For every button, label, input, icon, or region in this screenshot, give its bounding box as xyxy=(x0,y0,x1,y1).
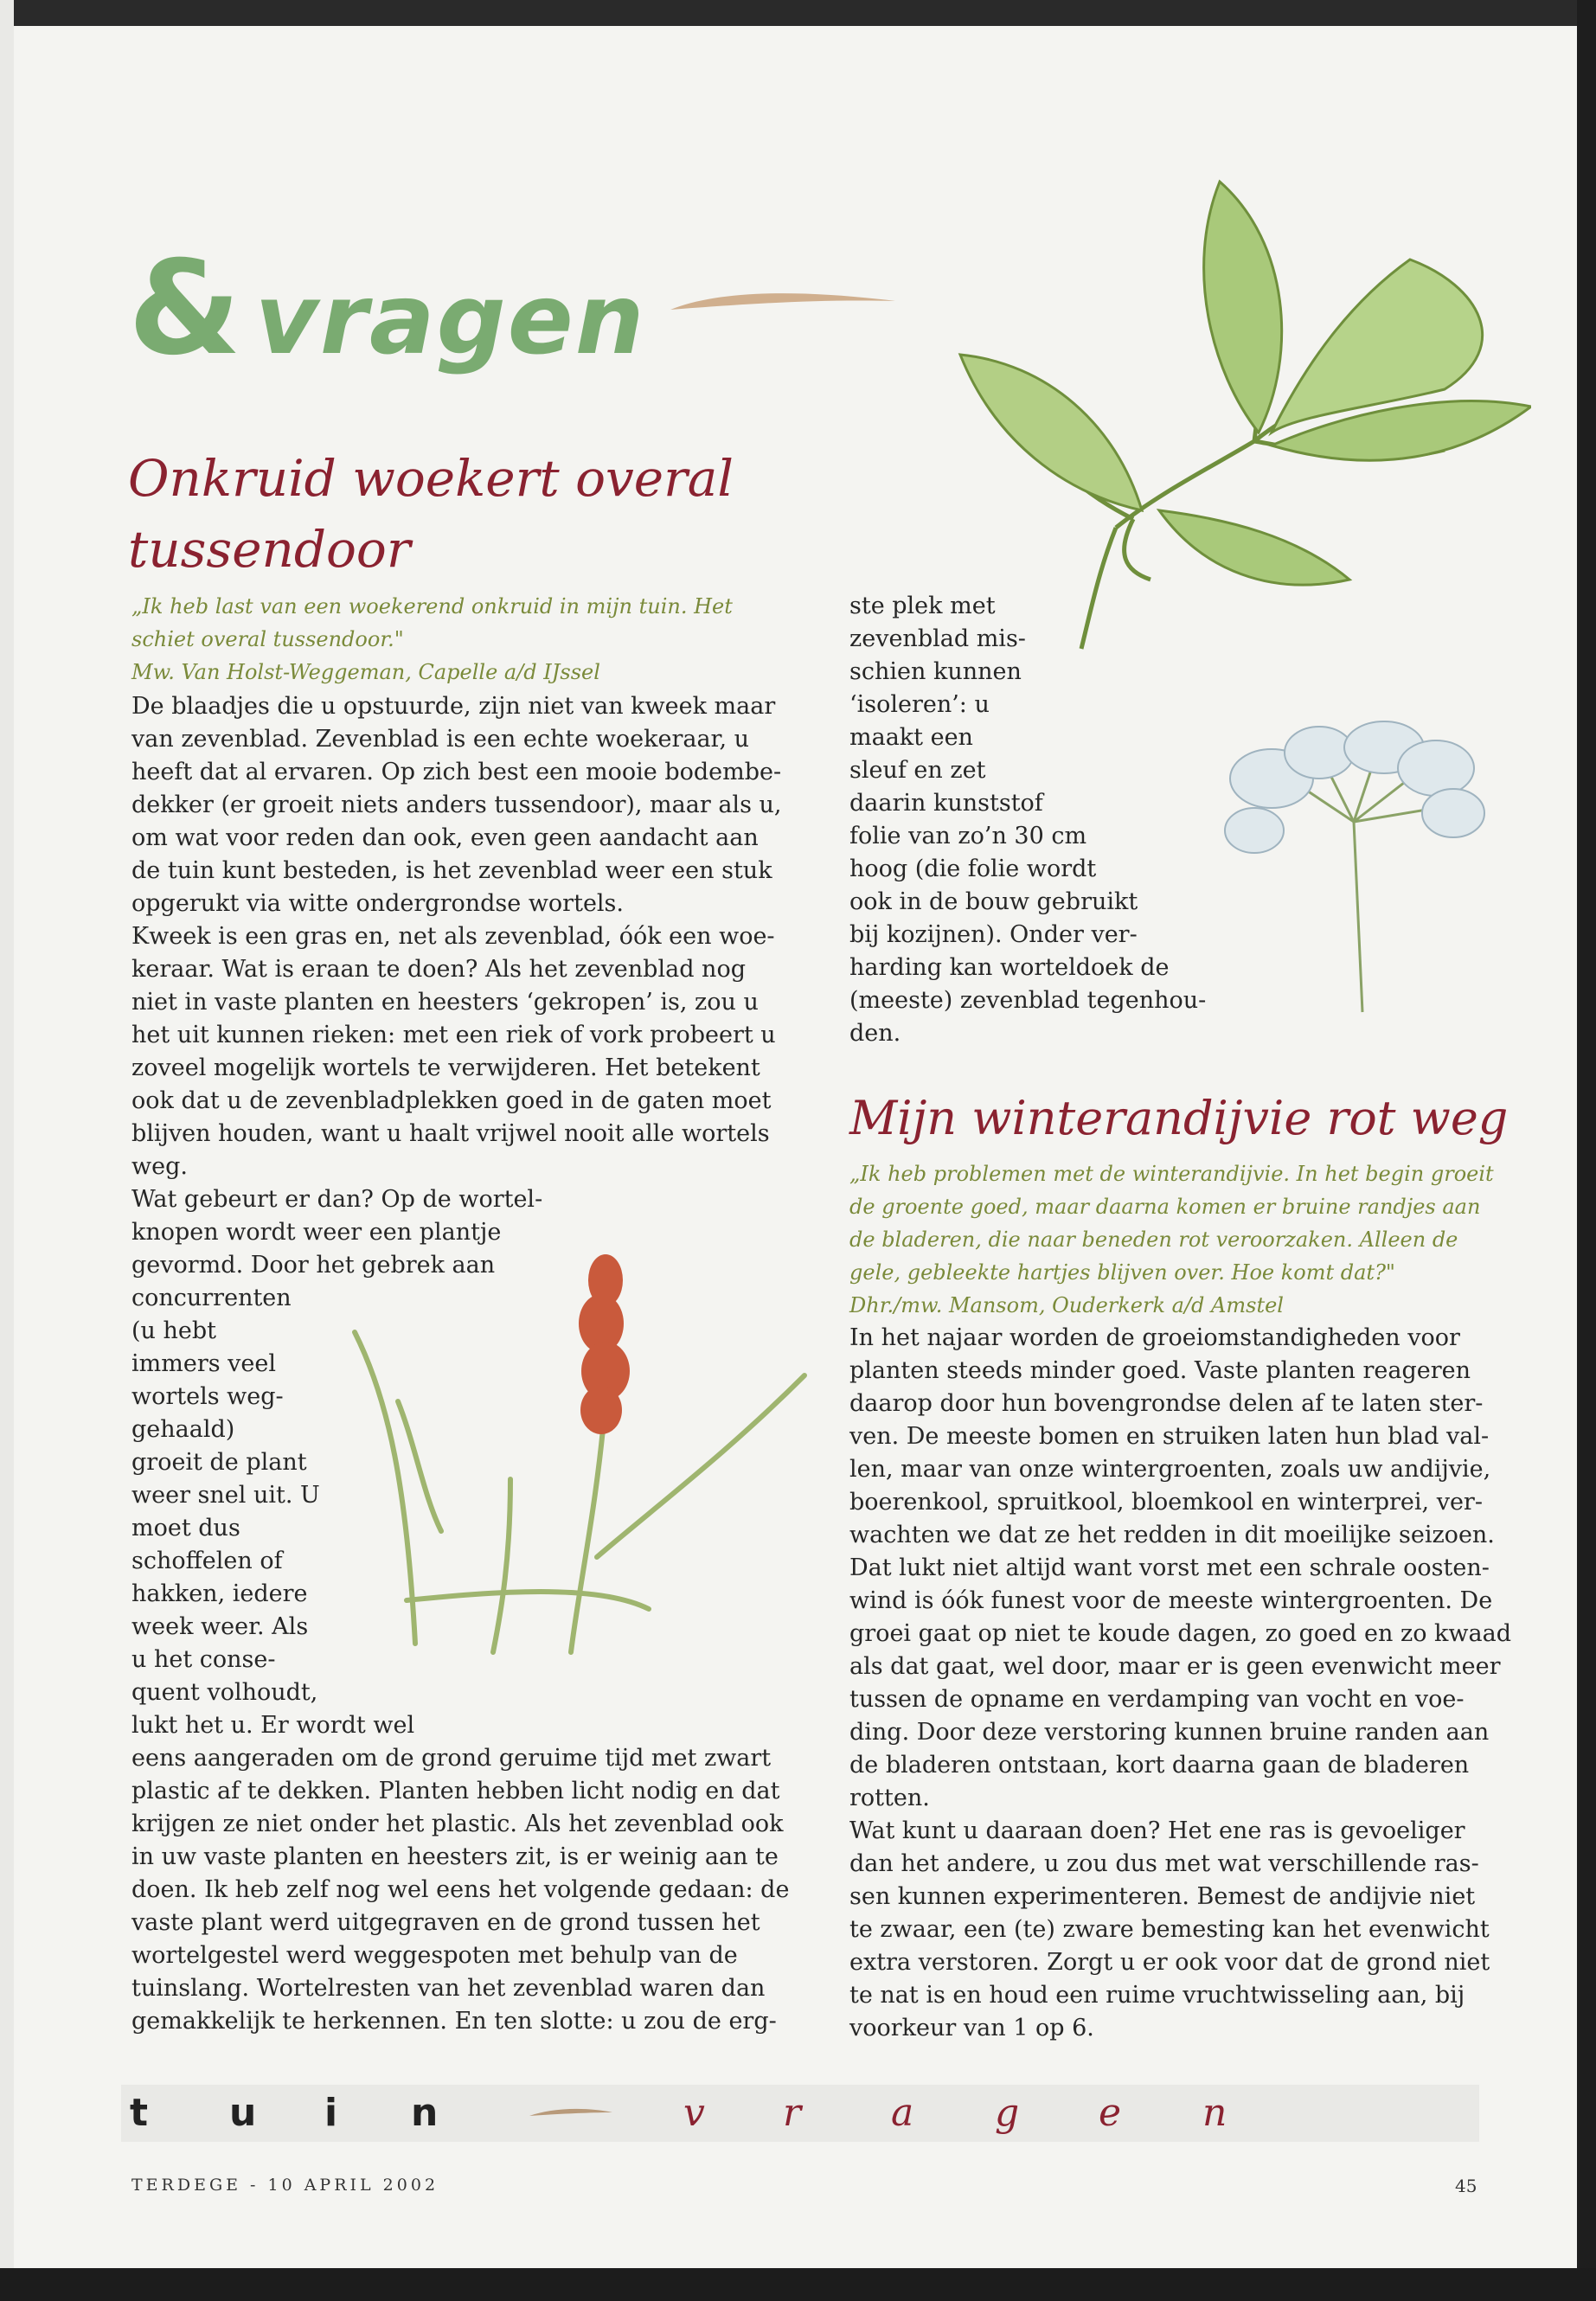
body-line: wortels weg- xyxy=(131,1383,284,1410)
footer-band-letter: n xyxy=(411,2091,439,2135)
body-line: Wat gebeurt er dan? Op de wortel- xyxy=(131,1186,543,1213)
body-line: de bladeren ontstaan, kort daarna gaan de bladeren xyxy=(849,1752,1470,1779)
article2-heading: Mijn winterandijvie rot weg xyxy=(849,1091,1509,1145)
body-line: vaste plant werd uitgegraven en de grond tussen het xyxy=(131,1909,760,1936)
article1-heading xyxy=(128,443,734,585)
page-title xyxy=(128,234,646,384)
body-line: knopen wordt weer een plantje xyxy=(131,1219,502,1246)
footer-band-letter: e xyxy=(1099,2091,1122,2135)
body-line: harding kan worteldoek de xyxy=(849,954,1170,981)
article1-heading-line2: tussendoor xyxy=(128,520,411,579)
body-line: eens aangeraden om de grond geruime tijd met zwart xyxy=(131,1745,772,1772)
body-line: De blaadjes die u opstuurde, zijn niet van kweek maar xyxy=(131,693,776,720)
body-line: wortelgestel werd weggespoten met behulp van de xyxy=(131,1942,738,1969)
question-line: gele, gebleekte hartjes blijven over. Hoe komt dat?" xyxy=(849,1260,1395,1285)
body-line: ven. De meeste bomen en struiken laten hun blad val- xyxy=(849,1423,1490,1450)
body-line: om wat voor reden dan ook, even geen aandacht aan xyxy=(131,824,759,851)
brush-stroke-decoration xyxy=(666,285,900,320)
body-line: (u hebt xyxy=(131,1317,217,1344)
article1-heading-line1: Onkruid woekert overal xyxy=(128,449,734,508)
body-line: Kweek is een gras en, net als zevenblad, óók een woe- xyxy=(131,923,775,950)
title-word: vragen xyxy=(254,264,646,376)
body-line: keraar. Wat is eraan te doen? Als het zevenblad nog xyxy=(131,956,746,983)
body-line: zoveel mogelijk wortels te verwijderen. Het betekent xyxy=(131,1054,760,1081)
body-line: lukt het u. Er wordt wel xyxy=(131,1712,415,1739)
article1-question xyxy=(131,590,733,689)
body-line: weg. xyxy=(131,1153,188,1180)
article1-question-line: „Ik heb last van een woekerend onkruid in mijn tuin. Het xyxy=(131,594,733,619)
body-line: groei gaat op niet te koude dagen, zo goed en zo kwaad xyxy=(849,1620,1511,1647)
body-line: ‘isoleren’: u xyxy=(849,691,990,718)
body-line: zevenblad mis- xyxy=(849,625,1026,652)
body-line: van zevenblad. Zevenblad is een echte woekeraar, u xyxy=(131,726,750,753)
body-line: blijven houden, want u haalt vrijwel nooit alle wortels xyxy=(131,1120,770,1147)
body-line: maakt een xyxy=(849,724,973,751)
body-line: rotten. xyxy=(849,1785,930,1811)
body-line: doen. Ik heb zelf nog wel eens het volgende gedaan: de xyxy=(131,1876,790,1903)
body-line: krijgen ze niet onder het plastic. Als het zevenblad ook xyxy=(131,1811,784,1837)
body-line: planten steeds minder goed. Vaste planten reageren xyxy=(849,1357,1471,1384)
body-line: moet dus xyxy=(131,1515,240,1541)
body-line: opgerukt via witte ondergrondse wortels. xyxy=(131,890,624,917)
body-line: schien kunnen xyxy=(849,658,1022,685)
footer-band-letter: r xyxy=(783,2091,802,2135)
body-line: groeit de plant xyxy=(131,1449,307,1476)
body-line: In het najaar worden de groeiomstandigheden voor xyxy=(849,1324,1460,1351)
question-line: de groente goed, maar daarna komen er bruine randjes aan xyxy=(849,1195,1481,1219)
body-line: te zwaar, een (te) zware bemesting kan het evenwicht xyxy=(849,1916,1490,1943)
body-line: quent volhoudt, xyxy=(131,1679,318,1706)
article1-question-line: schiet overal tussendoor." xyxy=(131,627,404,651)
body-line: tussen de opname en verdamping van vocht en voe- xyxy=(849,1686,1465,1713)
body-line: immers veel xyxy=(131,1350,277,1377)
question-line: „Ik heb problemen met de winterandijvie. In het begin groeit xyxy=(849,1162,1494,1186)
body-line: het uit kunnen rieken: met een riek of vork probeert u xyxy=(131,1022,776,1048)
body-line: te nat is en houd een ruime vruchtwisseling aan, bij xyxy=(849,1982,1465,2009)
question-line: de bladeren, die naar beneden rot veroorzaken. Alleen de xyxy=(849,1227,1458,1252)
body-line: plastic af te dekken. Planten hebben licht nodig en dat xyxy=(131,1778,780,1804)
body-line: len, maar van onze wintergroenten, zoals uw andijvie, xyxy=(849,1456,1491,1483)
body-line: in uw vaste planten en heesters zit, is er weinig aan te xyxy=(131,1843,779,1870)
body-line: niet in vaste planten en heesters ‘gekropen’ is, zou u xyxy=(131,989,759,1016)
body-line: tuinslang. Wortelresten van het zevenblad waren dan xyxy=(131,1975,766,2002)
body-line: schoffelen of xyxy=(131,1548,283,1574)
footer-band-letter: a xyxy=(891,2091,914,2135)
body-line: wachten we dat ze het redden in dit moeilijke seizoen. xyxy=(849,1522,1495,1548)
scan-border-bottom xyxy=(0,2268,1596,2301)
page-number: 45 xyxy=(1455,2176,1477,2196)
body-line: wind is óók funest voor de meeste wintergroenten. De xyxy=(849,1587,1493,1614)
body-line: hoog (die folie wordt xyxy=(849,856,1097,882)
body-line: als dat gaat, wel door, maar er is geen evenwicht meer xyxy=(849,1653,1501,1680)
body-line: heeft dat al ervaren. Op zich best een mooie bodembe- xyxy=(131,759,782,785)
scan-border-right xyxy=(1577,0,1596,2301)
article1-body-column1 xyxy=(131,690,789,2038)
body-line: weer snel uit. U xyxy=(131,1482,320,1509)
body-line: dekker (er groeit niets anders tussendoor), maar als u, xyxy=(131,792,782,818)
body-line: ste plek met xyxy=(849,593,996,619)
footer-brush-stroke xyxy=(528,2104,614,2121)
body-line: gehaald) xyxy=(131,1416,235,1443)
body-line: ook in de bouw gebruikt xyxy=(849,888,1138,915)
article2-question xyxy=(849,1157,1494,1322)
footer-band-letter: t xyxy=(130,2091,149,2135)
body-line: daarop door hun bovengrondse delen af te laten ster- xyxy=(849,1390,1484,1417)
body-line: Dat lukt niet altijd want vorst met een schrale oosten- xyxy=(849,1554,1490,1581)
body-line: Wat kunt u daaraan doen? Het ene ras is gevoeliger xyxy=(849,1817,1465,1844)
article1-reader-name: Mw. Van Holst-Weggeman, Capelle a/d IJssel xyxy=(131,660,600,684)
footer-band-letter: g xyxy=(995,2091,1020,2135)
body-line: week weer. Als xyxy=(131,1613,309,1640)
footer-band-letter: n xyxy=(1202,2091,1227,2135)
body-line: sleuf en zet xyxy=(849,757,986,784)
body-line: ook dat u de zevenbladplekken goed in de gaten moet xyxy=(131,1087,772,1114)
footer-band-letter: v xyxy=(683,2091,705,2135)
body-line: daarin kunststof xyxy=(849,790,1043,817)
body-line: de tuin kunt besteden, is het zevenblad weer een stuk xyxy=(131,857,772,884)
body-line: (meeste) zevenblad tegenhou- xyxy=(849,987,1207,1014)
body-line: voorkeur van 1 op 6. xyxy=(849,2015,1094,2041)
scan-border-top xyxy=(0,0,1596,26)
footer-band-letter: i xyxy=(324,2091,338,2135)
body-line: folie van zo’n 30 cm xyxy=(849,823,1087,849)
scan-border-left xyxy=(0,0,14,2301)
body-line: boerenkool, spruitkool, bloemkool en winterprei, ver- xyxy=(849,1489,1483,1516)
umbel-flower-illustration xyxy=(1207,718,1492,1021)
body-line: concurrenten xyxy=(131,1285,292,1311)
body-line: extra verstoren. Zorgt u er ook voor dat de grond niet xyxy=(849,1949,1490,1976)
body-line: gemakkelijk te herkennen. En ten slotte: u zou de erg- xyxy=(131,2008,777,2035)
body-line: ding. Door deze verstoring kunnen bruine randen aan xyxy=(849,1719,1490,1746)
body-line: dan het andere, u zou dus met wat verschillende ras- xyxy=(849,1850,1479,1877)
body-line: hakken, iedere xyxy=(131,1580,308,1607)
title-ampersand: & xyxy=(128,234,243,384)
footer-band-letter: u xyxy=(229,2091,257,2135)
publication-date: TERDEGE - 10 APRIL 2002 xyxy=(131,2176,439,2195)
body-line: gevormd. Door het gebrek aan xyxy=(131,1252,496,1279)
body-line: bij kozijnen). Onder ver- xyxy=(849,921,1138,948)
body-line: den. xyxy=(849,1020,901,1047)
article1-body-column2 xyxy=(849,590,1206,1050)
body-line: u het conse- xyxy=(131,1646,276,1673)
question-line: Dhr./mw. Mansom, Ouderkerk a/d Amstel xyxy=(849,1293,1284,1317)
article2-body xyxy=(849,1322,1511,2045)
body-line: sen kunnen experimenteren. Bemest de andijvie niet xyxy=(849,1883,1476,1910)
